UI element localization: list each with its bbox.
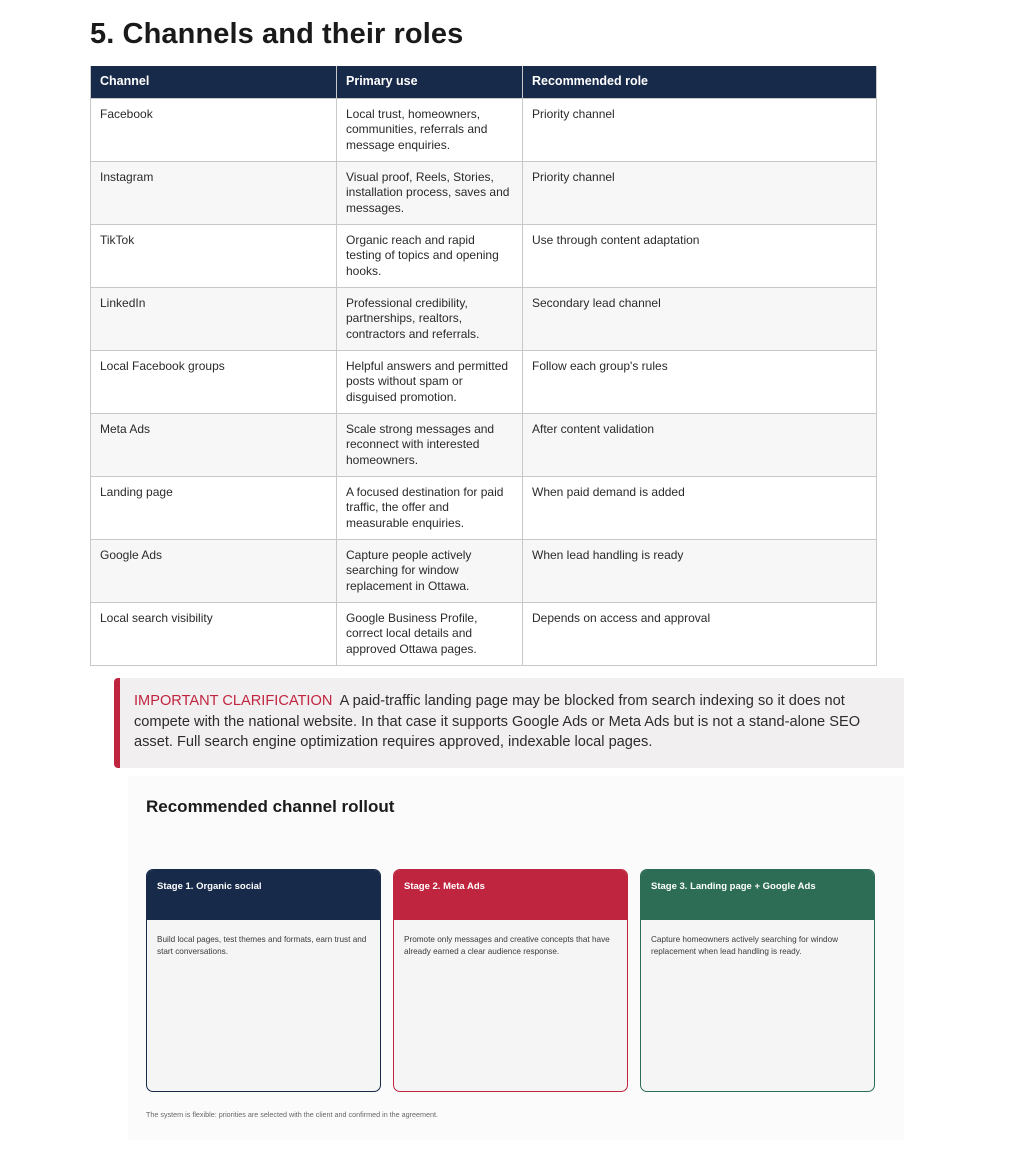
stage-card-meta-ads [393,869,628,1092]
channel-cell: Meta Ads [91,413,337,476]
table-row [91,161,877,224]
channel-rollout-panel [128,776,904,1140]
primary-use-cell: Google Business Profile, correct local details and approved Ottawa pages. [337,602,523,665]
stage-description: Promote only messages and creative concepts that have already earned a clear audience response. [404,935,610,956]
table-row [91,287,877,350]
primary-use-cell: Capture people actively searching for window replacement in Ottawa. [337,539,523,602]
channel-cell: Local Facebook groups [91,350,337,413]
primary-use-cell: Professional credibility, partnerships, realtors, contractors and referrals. [337,287,523,350]
rollout-title: Recommended channel rollout [146,797,395,816]
recommended-role-cell: Secondary lead channel [523,287,877,350]
recommended-role-cell: Follow each group's rules [523,350,877,413]
column-header-channel: Channel [91,66,337,98]
callout-text: A paid-traffic landing page may be blocked from search indexing so it does not compete with the national website. In that case it supports Google Ads or Meta Ads but is not a stand-alone SEO asset. Full search engine optimization requires approved, indexable local pages. [134,693,861,750]
channel-cell: Landing page [91,476,337,539]
table-row [91,413,877,476]
channel-cell: Facebook [91,98,337,161]
stage-card-organic-social [146,869,381,1092]
primary-use-cell: Organic reach and rapid testing of topics and opening hooks. [337,224,523,287]
recommended-role-cell: Priority channel [523,161,877,224]
channel-cell: Local search visibility [91,602,337,665]
primary-use-cell: Local trust, homeowners, communities, referrals and message enquiries. [337,98,523,161]
primary-use-cell: Scale strong messages and reconnect with interested homeowners. [337,413,523,476]
recommended-role-cell: Depends on access and approval [523,602,877,665]
page-title: 5. Channels and their roles [90,18,464,50]
clarification-callout [114,678,904,768]
stage-title: Stage 3. Landing page + Google Ads [641,870,874,920]
channel-cell: TikTok [91,224,337,287]
rollout-footnote: The system is flexible: priorities are selected with the client and confirmed in the agreement. [146,1110,439,1119]
primary-use-cell: Visual proof, Reels, Stories, installation process, saves and messages. [337,161,523,224]
primary-use-cell: Helpful answers and permitted posts without spam or disguised promotion. [337,350,523,413]
recommended-role-cell: Priority channel [523,98,877,161]
stage-title: Stage 2. Meta Ads [394,870,627,920]
table-row [91,224,877,287]
stage-description: Capture homeowners actively searching for window replacement when lead handling is ready. [651,935,839,956]
stage-description: Build local pages, test themes and formats, earn trust and start conversations. [157,935,367,956]
channel-cell: LinkedIn [91,287,337,350]
stage-title: Stage 1. Organic social [147,870,380,920]
channels-table [90,66,877,666]
recommended-role-cell: Use through content adaptation [523,224,877,287]
column-header-recommended-role: Recommended role [523,66,877,98]
channel-cell: Instagram [91,161,337,224]
channel-cell: Google Ads [91,539,337,602]
column-header-primary-use: Primary use [337,66,523,98]
table-row [91,476,877,539]
callout-tag: IMPORTANT CLARIFICATION [134,693,333,709]
table-row [91,98,877,161]
recommended-role-cell: When paid demand is added [523,476,877,539]
stage-card-landing-page-google-ads [640,869,875,1092]
primary-use-cell: A focused destination for paid traffic, the offer and measurable enquiries. [337,476,523,539]
table-row [91,602,877,665]
table-header-row [91,66,877,98]
table-row [91,350,877,413]
recommended-role-cell: After content validation [523,413,877,476]
recommended-role-cell: When lead handling is ready [523,539,877,602]
table-row [91,539,877,602]
